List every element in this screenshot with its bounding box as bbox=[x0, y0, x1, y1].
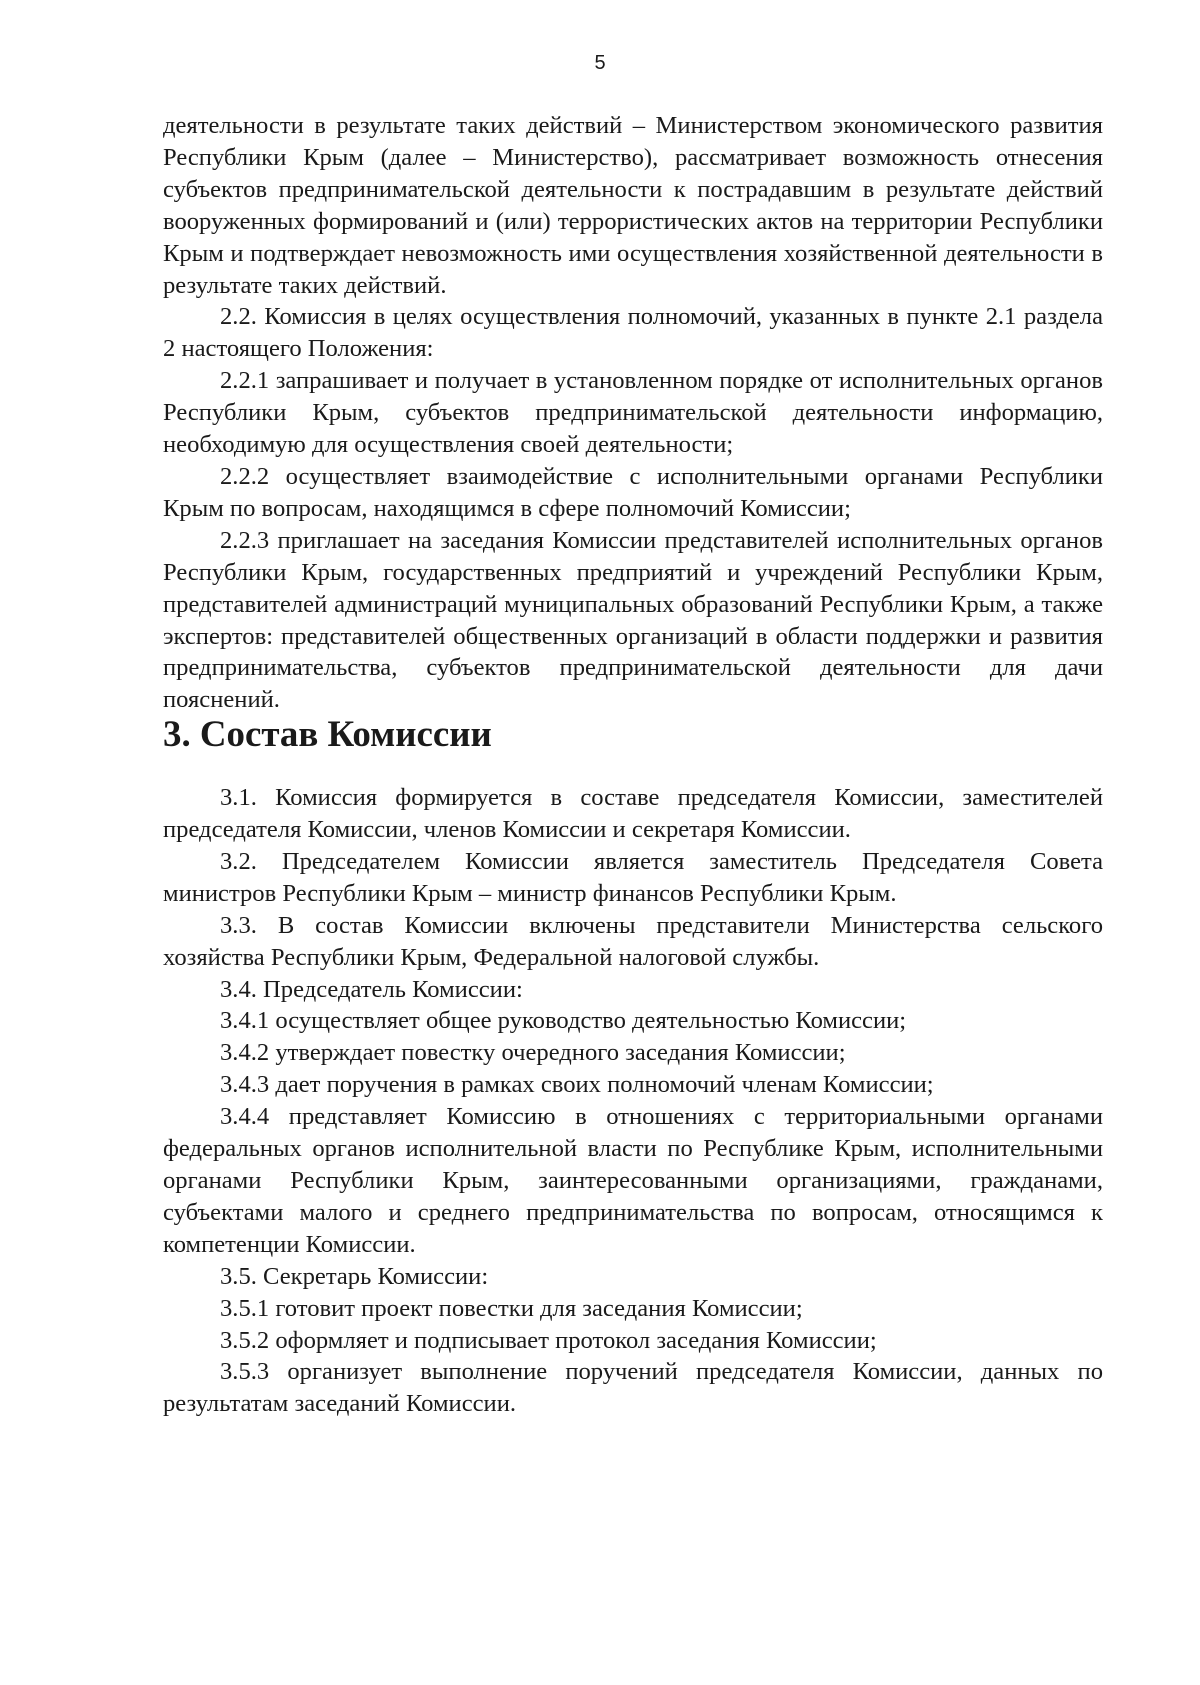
paragraph-3-5: 3.5. Секретарь Комиссии: bbox=[220, 1262, 489, 1290]
document-body bbox=[163, 110, 1103, 1420]
paragraph-3-4-1: 3.4.1 осуществляет общее руководство деятельностью Комиссии; bbox=[220, 1007, 907, 1035]
paragraph-2-2-2: 2.2.2 осуществляет взаимодействие с исполнительными органами Республики Крым по вопросам, находящимся в сфере полномочий Комиссии; bbox=[163, 462, 1103, 522]
paragraph-3-4-3: 3.4.3 дает поручения в рамках своих полномочий членам Комиссии; bbox=[220, 1071, 934, 1099]
paragraph-3-1: 3.1. Комиссия формируется в составе председателя Комиссии, заместителей председателя Комиссии, членов Комиссии и секретаря Комиссии. bbox=[163, 784, 1103, 844]
section-heading: 3. Состав Комиссии bbox=[163, 713, 492, 755]
paragraph-2-2-3: 2.2.3 приглашает на заседания Комиссии представителей исполнительных органов Республики Крым, государственных предприятий и учреждений Республики Крым, представителей администраций муниципальных образований Республики Крым, а также экспертов: представителей общественных организаций в области поддержки и развития предпринимательства, субъектов предпринимательской деятельности для дачи пояснений. bbox=[163, 526, 1103, 714]
paragraph-3-5-1: 3.5.1 готовит проект повестки для заседания Комиссии; bbox=[220, 1294, 803, 1322]
paragraph-3-5-2: 3.5.2 оформляет и подписывает протокол заседания Комиссии; bbox=[220, 1326, 877, 1354]
paragraph-3-4-4: 3.4.4 представляет Комиссию в отношениях с территориальными органами федеральных органов исполнительной власти по Республике Крым, исполнительными органами Республики Крым, заинтересованными организациями, гражданами, субъектами малого и среднего предпринимательства по вопросам, относящимся к компетенции Комиссии. bbox=[163, 1103, 1103, 1258]
paragraph-3-4-2: 3.4.2 утверждает повестку очередного заседания Комиссии; bbox=[220, 1039, 846, 1067]
paragraph-2-2: 2.2. Комиссия в целях осуществления полномочий, указанных в пункте 2.1 раздела 2 настоящего Положения: bbox=[163, 303, 1103, 363]
paragraph-2-2-1: 2.2.1 запрашивает и получает в установленном порядке от исполнительных органов Республики Крым, субъектов предпринимательской деятельности информацию, необходимую для осуществления своей деятельности; bbox=[163, 367, 1103, 459]
paragraph-intro: деятельности в результате таких действий – Министерством экономического развития Республики Крым (далее – Министерство), рассматривает возможность отнесения субъектов предпринимательской деятельности к пострадавшим в результате действий вооруженных формирований и (или) террористических актов на территории Республики Крым и подтверждает невозможность ими осуществления хозяйственной деятельности в результате таких действий. bbox=[163, 112, 1103, 299]
page-number: 5 bbox=[594, 52, 606, 74]
paragraph-3-2: 3.2. Председателем Комиссии является заместитель Председателя Совета министров Республики Крым – министр финансов Республики Крым. bbox=[163, 847, 1103, 907]
paragraph-3-3: 3.3. В состав Комиссии включены представители Министерства сельского хозяйства Республики Крым, Федеральной налоговой службы. bbox=[163, 911, 1103, 971]
paragraph-3-4: 3.4. Председатель Комиссии: bbox=[220, 975, 523, 1003]
paragraph-3-5-3: 3.5.3 организует выполнение поручений председателя Комиссии, данных по результатам заседаний Комиссии. bbox=[163, 1358, 1103, 1418]
